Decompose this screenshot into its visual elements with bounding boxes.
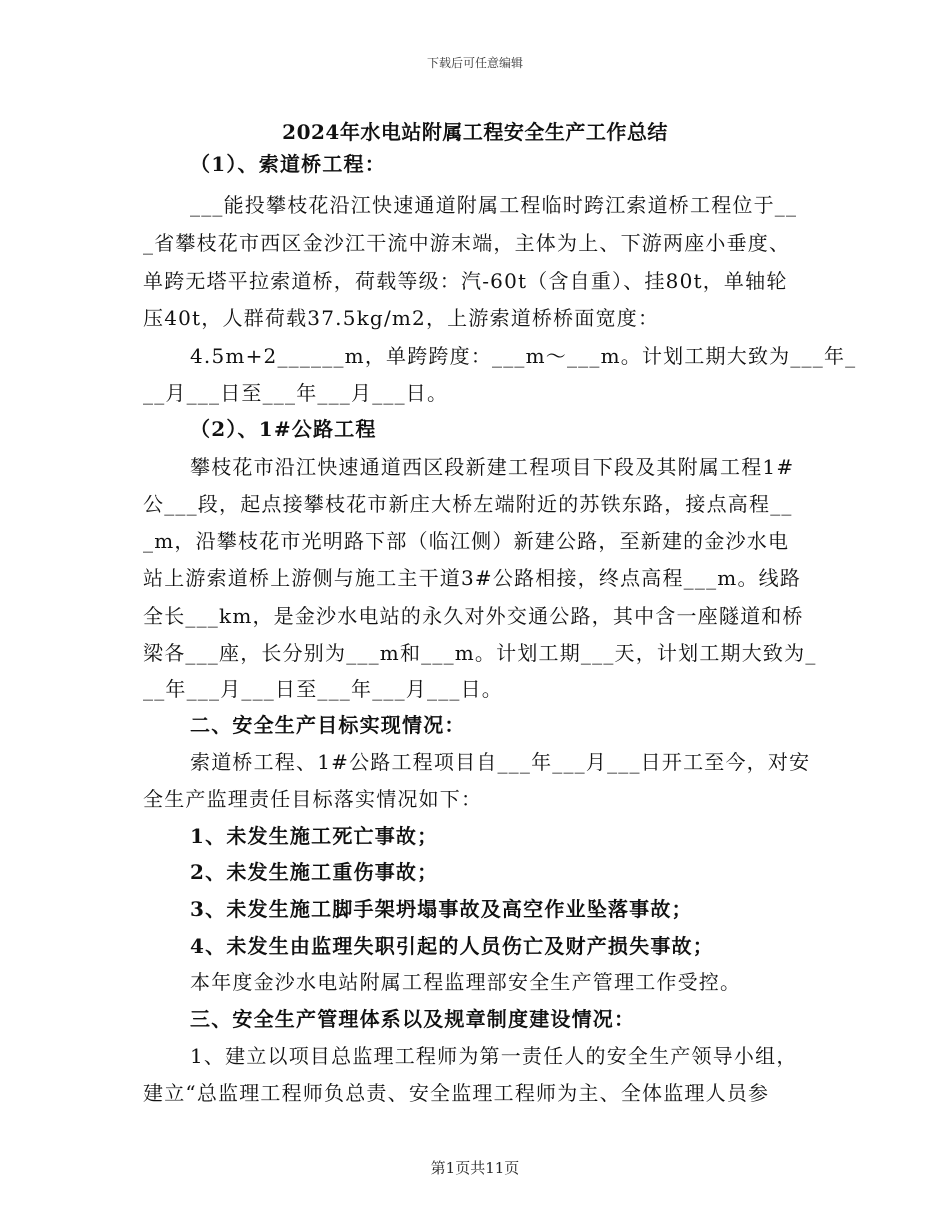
paragraph-line: _m，沿攀枝花市光明路下部（临江侧）新建公路，至新建的金沙水电 [143,529,790,553]
paragraph-line: __年___月___日至___年___月___日。 [143,677,503,701]
paragraph-line: 单跨无塔平拉索道桥，荷载等级：汽-60t（含自重）、挂80t，单轴轮 [143,269,788,293]
paragraph-line: 压40t，人群荷载37.5kg/m2，上游索道桥桥面宽度： [143,306,660,330]
document-title: 2024年水电站附属工程安全生产工作总结 [282,120,668,144]
section-heading-3: 二、安全生产目标实现情况： [190,713,466,737]
paragraph-line: 全长___km，是金沙水电站的永久对外交通公路，其中含一座隧道和桥 [143,604,804,628]
section-heading-2: （2）、1#公路工程 [190,417,377,441]
paragraph-line: 1、建立以项目总监理工程师为第一责任人的安全生产领导小组， [190,1044,798,1068]
page-header-note: 下载后可任意编辑 [426,56,523,70]
paragraph-line: 攀枝花市沿江快速通道西区段新建工程项目下段及其附属工程1# [190,455,795,479]
paragraph-line: 索道桥工程、1#公路工程项目自___年___月___日开工至今，对安 [190,750,811,774]
paragraph-line: 建立“总监理工程师负总责、安全监理工程师为主、全体监理人员参 [143,1081,770,1105]
paragraph-line: 梁各___座，长分别为___m和___m。计划工期___天，计划工期大致为_ [143,641,817,665]
page-number-footer: 第1页共11页 [430,1159,520,1177]
paragraph-line: 公___段，起点接攀枝花市新庄大桥左端附近的苏铁东路，接点高程__ [143,492,793,516]
list-item: 1、未发生施工死亡事故； [190,824,439,848]
paragraph-line: ___能投攀枝花沿江快速通道附属工程临时跨江索道桥工程位于__ [190,193,798,217]
list-item: 4、未发生由监理失职引起的人员伤亡及财产损失事故； [190,934,714,958]
list-item: 2、未发生施工重伤事故； [190,860,439,884]
paragraph-line: _省攀枝花市西区金沙江干流中游末端，主体为上、下游两座小垂度、 [143,231,791,255]
paragraph-line: 全生产监理责任目标落实情况如下： [143,787,483,811]
section-heading-1: （1）、索道桥工程： [190,152,386,176]
paragraph-line: 4.5m+2______m，单跨跨度：___m～___m。计划工期大致为___年_ [190,344,857,368]
list-item: 3、未发生施工脚手架坍塌事故及高空作业坠落事故； [190,897,693,921]
paragraph-line: 本年度金沙水电站附属工程监理部安全生产管理工作受控。 [190,970,742,994]
paragraph-line: 站上游索道桥上游侧与施工主干道3#公路相接，终点高程___m。线路 [143,566,802,590]
paragraph-line: __月___日至___年___月___日。 [143,381,449,405]
section-heading-4: 三、安全生产管理体系以及规章制度建设情况： [190,1007,636,1031]
